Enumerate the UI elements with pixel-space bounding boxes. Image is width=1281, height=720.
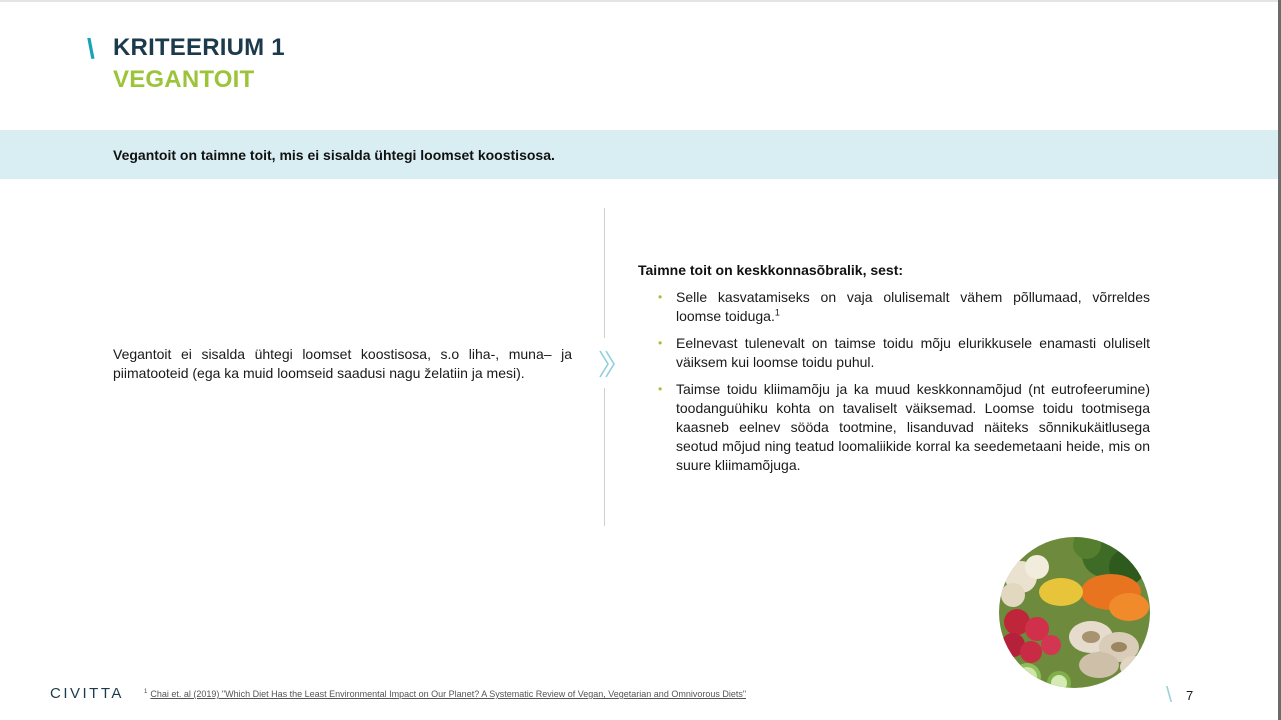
vertical-divider-top xyxy=(604,208,605,338)
topic-title: VEGANTOIT xyxy=(113,66,255,93)
page-number: 7 xyxy=(1186,688,1194,703)
definition-text: Vegantoit on taimne toit, mis ei sisalda ühtegi loomset koostisosa. xyxy=(113,147,555,163)
top-border xyxy=(0,0,1281,2)
footnote xyxy=(144,689,746,699)
benefit-text: Selle kasvatamiseks on vaja olulisemalt vähem põllumaad, võrreldes loomse toiduga. xyxy=(676,289,1150,324)
benefit-item-3 xyxy=(655,380,1150,475)
bullet-dot-icon: • xyxy=(658,336,663,350)
bullet-dot-icon: • xyxy=(658,290,663,304)
vegan-description: Vegantoit ei sisalda ühtegi loomset koostisosa, s.o liha-, muna– ja piimatooteid (ega ka muid loomseid saadusi nagu želatiin ja mesi). xyxy=(113,346,572,381)
vegetables-photo xyxy=(999,537,1150,688)
criterion-title: KRITEERIUM 1 xyxy=(113,34,285,61)
page-slash-accent: \ xyxy=(1166,682,1173,707)
benefits-list xyxy=(655,288,1150,483)
civitta-logo: CIVITTA xyxy=(50,685,124,702)
vertical-divider-bottom xyxy=(604,388,605,526)
benefit-item-1 xyxy=(655,288,1150,326)
bullet-dot-icon: • xyxy=(658,382,663,396)
title-slash-accent: \ xyxy=(87,33,95,64)
footnote-number: 1 xyxy=(144,689,148,695)
benefits-heading: Taimne toit on keskkonnasõbralik, sest: xyxy=(638,262,904,278)
benefit-text: Eelnevast tulenevalt on taimse toidu mõju elurikkusele enamasti oluliselt väiksem kui loomse toidu puhul. xyxy=(676,335,1150,370)
footnote-ref: 1 xyxy=(774,307,780,318)
benefit-text: Taimse toidu kliimamõju ja ka muud keskkonnamõjud (nt eutrofeerumine) toodanguühiku kohta on tavaliselt väiksemad. Loomse toidu tootmisega kaasneb eelnev sööda tootmine, lisanduvad näiteks sõnnikukäitlusega seotud mõjud ning teatud loomaliikide korral ka seedemetaani heide, mis on suure kliimamõjuga. xyxy=(676,381,1150,473)
double-chevron-right-icon xyxy=(597,348,617,380)
benefit-item-2 xyxy=(655,334,1150,372)
footnote-source-link[interactable]: Chai et. al (2019) "Which Diet Has the Least Environmental Impact on Our Planet? A Systematic Review of Vegan, Vegetarian and Omnivorous Diets" xyxy=(150,689,747,699)
